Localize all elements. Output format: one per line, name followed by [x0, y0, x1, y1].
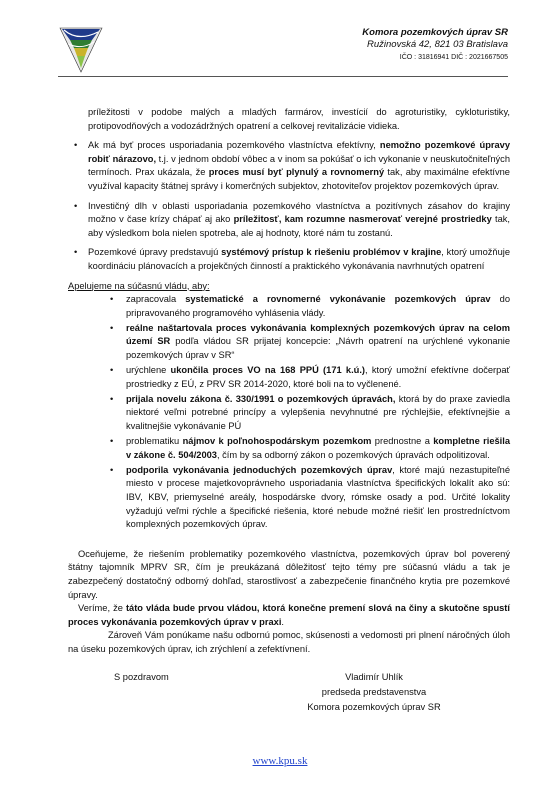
list-item: • prijala novelu zákona č. 330/1991 o pozemkových úpravách, ktorá by do praxe zaviedla niektoré veľmi potrebné princípy a vylepšenia nevyhnutné pre rýchlejšie, efektívnejšie a kvalitnejšie vykonávanie PÚ: [106, 393, 510, 434]
list-item: • problematiku nájmov k poľnohospodárskym pozemkom prednostne a kompletne riešila v zákone č. 504/2003, čím by sa odborný zákon o pozemkových úpravách odpolitizoval.: [106, 435, 510, 462]
continued-paragraph: príležitosti v podobe malých a mladých farmárov, investícií do agroturistiky, cykloturistiky, protipovodňových a vodozádržných opatrení a celkovej revitalizácie vidieka.: [88, 107, 510, 131]
list-item: • Pozemkové úpravy predstavujú systémový prístup k riešeniu problémov v krajine, ktorý umožňuje koordináciu plánovacích a projekčných činností a praktického vykonávania navrhnutých opatrení: [68, 246, 510, 273]
letter-body: [68, 106, 510, 715]
conclusion-paragraph: Oceňujeme, že riešením problematiky pozemkového vlastníctva, pozemkových úprav bol poverený štátny tajomník MPRV SR, čím je preukázaná dôležitosť tejto témy pre súčasnú vládu a tak je zabezpečený dostatočný odborný dohľad, starostlivosť a zabezpečenie finančného krytia pre pozemkové úpravy.: [68, 548, 510, 600]
header-organization: [362, 27, 508, 63]
org-address: Ružinovská 42, 821 03 Bratislava: [367, 39, 508, 50]
list-item: • Investičný dlh v oblasti usporiadania pozemkového vlastníctva a pozitívnych zásahov do krajiny možno v čase krízy chápať aj ako príležitosť, kam rozumne nasmerovať verejné prostriedky tak, aby výsledkom bola nielen spotreba, ale aj hodnoty, ktoré nám tu zostanú.: [68, 200, 510, 241]
list-item: • Ak má byť proces usporiadania pozemkového vlastníctva efektívny, nemožno pozemkové úpravy robiť nárazovo, t.j. v jednom období vôbec a v inom sa pokúšať o ich vykonanie v neuskutočniteľných termínoch. Prax ukázala, že proces musí byť plynulý a rovnomerný tak, aby maximálne efektívne využíval kapacity štátnej správy i komerčných subjektov, zhotoviteľov projektov pozemkových úprav.: [68, 139, 510, 193]
list-item: • reálne naštartovala proces vykonávania komplexných pozemkových úprav na celom území SR podľa vládou SR prijatej koncepcie: „Návrh opatrení na urýchlené vykonanie pozemkových úprav v SR“: [106, 322, 510, 363]
signatory-name: Vladimír Uhlík: [345, 672, 403, 683]
kpu-logo: [58, 24, 104, 74]
argument-list: [68, 139, 510, 273]
list-item: • podporila vykonávania jednoduchých pozemkových úprav, ktoré majú nezastupiteľné miesto v procese majetkovoprávneho usporiadania vlastníctva špecifických lokalít ako sú: IBV, KBV, priemyselné areály, hospodárske dvory, rómske osady a pod. Určité lokality vyžadujú veľmi rýchle a špecifické riešenia, ktoré nebude možné riešiť len prostredníctvom komplexných pozemkových úprav.: [106, 464, 510, 532]
list-item: • zapracovala systematické a rovnomerné vykonávanie pozemkových úprav do pripravovaného programového vyhlásenia vlády.: [106, 293, 510, 320]
signatory-org: Komora pozemkových úprav SR: [307, 702, 441, 713]
greeting: S pozdravom: [114, 672, 169, 683]
conclusion-paragraph: Zároveň Vám ponúkame našu odbornú pomoc, skúsenosti a vedomosti pri plnení náročných úloh na úseku pozemkových úprav, ich zrýchlení a zefektívnení.: [68, 630, 510, 654]
header-divider: [58, 76, 508, 77]
signatory: [274, 670, 474, 715]
org-name: Komora pozemkových úprav SR: [362, 27, 508, 38]
org-ids: IČO : 31816941 DIČ : 2021667505: [399, 54, 508, 61]
signatory-role: predseda predstavenstva: [321, 687, 427, 698]
appeal-heading: Apelujeme na súčasnú vládu, aby:: [68, 280, 210, 291]
conclusion-paragraph: Veríme, že táto vláda bude prvou vládou, ktorá konečne premení slová na činy a skutočne spustí proces vykonávania pozemkových úprav v praxi.: [68, 603, 510, 627]
footer-website-link[interactable]: www.kpu.sk: [252, 755, 308, 767]
signature-block: [68, 670, 510, 715]
list-item: • urýchlene ukončila proces VO na 168 PPÚ (171 k.ú.), ktorý umožní efektívne dočerpať prostriedky z EÚ, z PRV SR 2014-2020, ktoré boli na to vyčlenené.: [106, 364, 510, 391]
appeal-list: [106, 293, 510, 532]
